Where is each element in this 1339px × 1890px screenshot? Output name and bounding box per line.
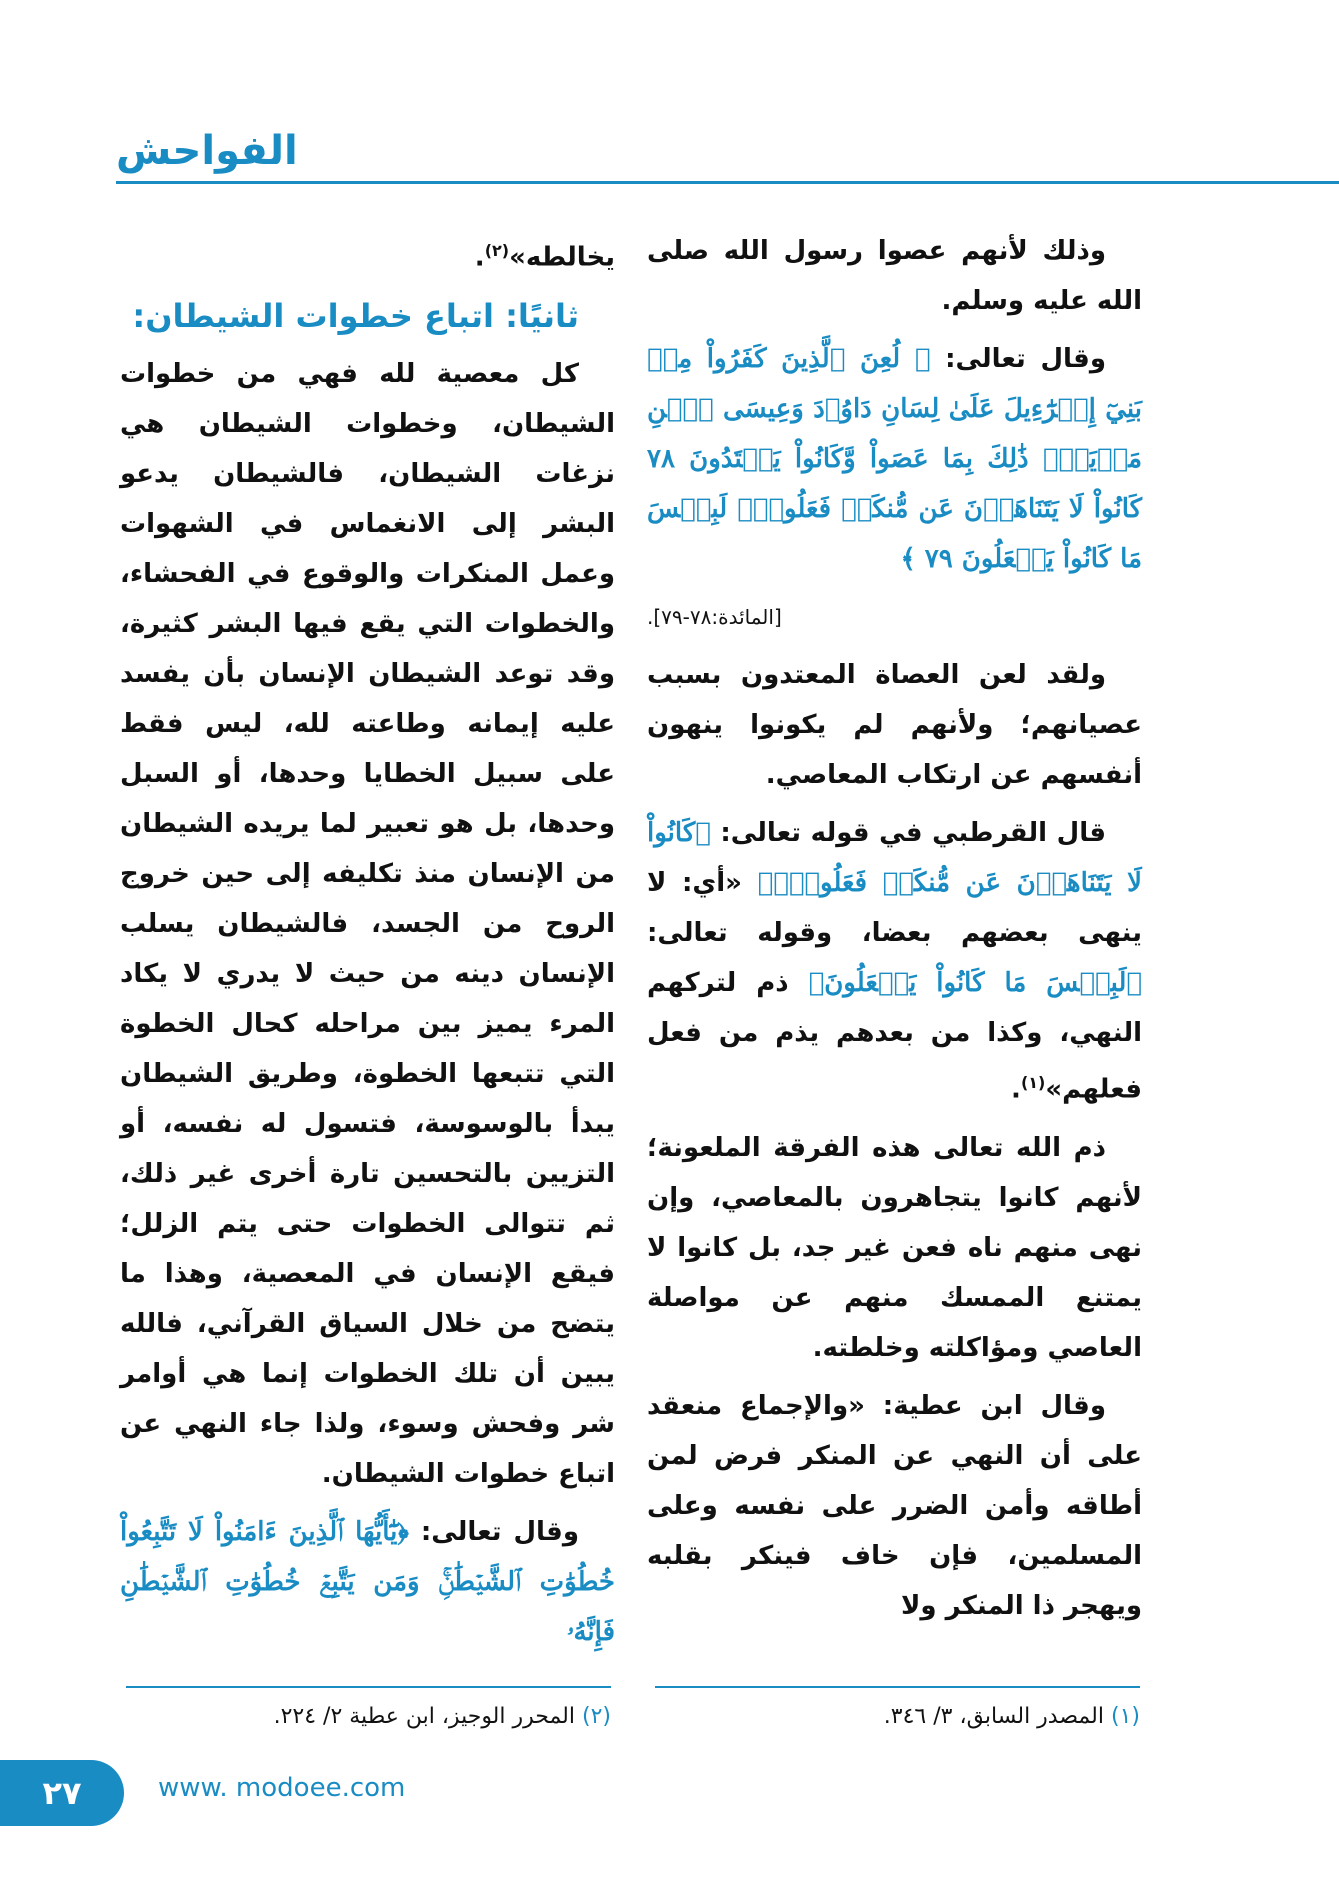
paragraph: يخالطه»$^{(٢)}$. [474, 241, 615, 273]
section-heading: ثانيًا: اتباع خطوات الشيطان: [132, 296, 579, 335]
footnote-marker[interactable]: (٢) [484, 241, 510, 260]
quran-verse: ﴿يَٰٓأَيُّهَا ٱلَّذِينَ ءَامَنُواْ لَا تَتَّبِعُواْ خُطُوَٰتِ ٱلشَّيۡطَٰنِۚ وَمَن يَتَّبِعۡ خُطُوَٰتِ ٱلشَّيۡطَٰنِ فَإِنَّهُۥ [120, 1516, 615, 1647]
header-divider [116, 181, 1339, 184]
footnote-1 [655, 1704, 1140, 1729]
right-column [647, 226, 1142, 1639]
page-title: الفواحش [116, 128, 298, 174]
website-link[interactable]: www. modoee.com [158, 1773, 406, 1803]
paragraph [647, 334, 1142, 584]
footnote-marker[interactable]: (١) [1020, 1073, 1046, 1092]
quran-verse: ﴿كَانُواْ لَا يَتَنَاهَوۡنَ عَن مُّنكَرٖ فَعَلُوهُۚ﴾ [647, 818, 1142, 898]
page-number: ٢٧ [0, 1760, 124, 1826]
paragraph: قال القرطبي في قوله تعالى: ﴿كَانُواْ لَا يَتَنَاهَوۡنَ عَن مُّنكَرٖ فَعَلُوهُۚ﴾ «أي: لا ينهى بعضهم بعضا، وقوله تعالى: ﴿لَبِئۡسَ مَا كَانُواْ يَفۡعَلُونَ﴾ ذم لتركهم النهي، وكذا من بعدهم يذم من فعل فعلهم»$^{(١)}$. [647, 818, 1142, 1105]
footnote-text: المحرر الوجيز، ابن عطية ٢/ ٢٢٤. [273, 1704, 575, 1729]
quote-intro: قال القرطبي في قوله تعالى: [720, 818, 1106, 848]
paragraph: ذم الله تعالى هذه الفرقة الملعونة؛ لأنهم كانوا يتجاهرون بالمعاصي، وإن نهى منهم ناه فعن غير جد، بل كانوا لا يمتنع الممسك منهم عن مواصلة العاصي ومؤاكلته وخلطته. [647, 1132, 1142, 1363]
quote-text: ذم لتركهم النهي، وكذا من بعدهم يذم من فعل فعلهم» [647, 968, 1142, 1105]
quote-intro: وقال تعالى: [420, 1516, 579, 1547]
footnote-number: (٢) [581, 1704, 611, 1729]
footnote-number: (١) [1110, 1704, 1140, 1729]
quran-verse: ﴿ لُعِنَ ٱلَّذِينَ كَفَرُواْ مِنۢ بَنِيٓ إِسۡرَٰٓءِيلَ عَلَىٰ لِسَانِ دَاوُۥدَ وَعِيسَى ٱبۡنِ مَرۡيَمَۚ ذَٰلِكَ بِمَا عَصَواْ وَّكَانُواْ يَعۡتَدُونَ ٧٨ كَانُواْ لَا يَتَنَاهَوۡنَ عَن مُّنكَرٖ فَعَلُوهُۚ لَبِئۡسَ مَا كَانُواْ يَفۡعَلُونَ ٧٩ ﴾ [647, 344, 1142, 574]
left-column [120, 226, 615, 1665]
quote-text: يخالطه» [509, 242, 615, 273]
footnote-divider [655, 1686, 1140, 1688]
footnote-divider [126, 1686, 611, 1688]
paragraph: كل معصية لله فهي من خطوات الشيطان، وخطوات الشيطان هي نزغات الشيطان، فالشيطان يدعو البشر إلى الانغماس في الشهوات وعمل المنكرات والوقوع في الفحشاء، والخطوات التي يقع فيها البشر كثيرة، وقد توعد الشيطان الإنسان بأن يفسد عليه إيمانه وطاعته لله، ليس فقط على سبيل الخطايا وحدها، أو السبل وحدها، بل هو تعبير لما يريده الشيطان من الإنسان منذ تكليفه إلى حين خروج الروح من الجسد، فالشيطان يسلب الإنسان دينه من حيث لا يدري لا يكاد المرء يميز بين مراحله كحال الخطوة التي تتبعها الخطوة، وطريق الشيطان يبدأ بالوسوسة، فتسول له نفسه، أو التزيين بالتحسين تارة أخرى غير ذلك، ثم تتوالى الخطوات حتى يتم الزلل؛ فيقع الإنسان في المعصية، وهذا ما يتضح من خلال السياق القرآني، فالله يبين أن تلك الخطوات إنما هي أوامر شر وفحش وسوء، ولذا جاء النهي عن اتباع خطوات الشيطان. [120, 358, 615, 1489]
quote-intro: وقال تعالى: [945, 344, 1106, 374]
paragraph: وذلك لأنهم عصوا رسول الله صلى الله عليه وسلم. [647, 236, 1142, 316]
footnote-text: المصدر السابق، ٣/ ٣٤٦. [883, 1704, 1104, 1729]
quran-verse: ﴿لَبِئۡسَ مَا كَانُواْ يَفۡعَلُونَ﴾ [808, 968, 1142, 998]
footnote-2 [126, 1704, 611, 1729]
paragraph: وقال ابن عطية: «والإجماع منعقد على أن النهي عن المنكر فرض لمن أطاقه وأمن الضرر على نفسه وعلى المسلمين، فإن خاف فينكر بقلبه ويهجر ذا المنكر ولا [647, 1390, 1142, 1621]
paragraph [120, 1507, 615, 1657]
verse-reference: [المائدة:٧٨-٧٩]. [647, 605, 782, 629]
paragraph: ولقد لعن العصاة المعتدون بسبب عصيانهم؛ ولأنهم لم يكونوا ينهون أنفسهم عن ارتكاب المعاصي. [647, 660, 1142, 790]
quote-text: «أي: لا ينهى بعضهم بعضا، وقوله تعالى: [647, 868, 1142, 948]
